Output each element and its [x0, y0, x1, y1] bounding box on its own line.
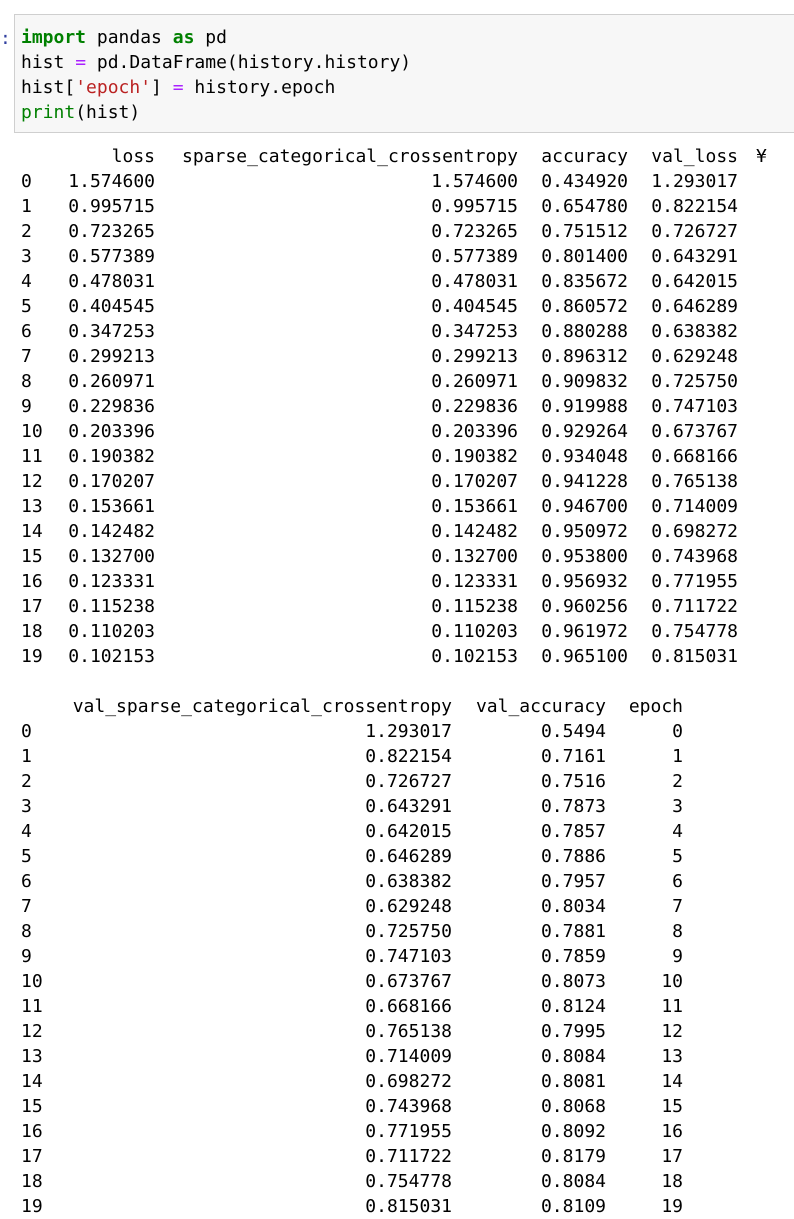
table-cell: 0.299213	[431, 346, 518, 367]
code-text: ]	[151, 77, 173, 98]
table-cell: 0.668166	[365, 996, 452, 1017]
row-index: 17	[21, 596, 43, 617]
table-cell: 0.714009	[365, 1046, 452, 1067]
table-cell: 0.946700	[541, 496, 628, 517]
row-index: 8	[21, 371, 32, 392]
table-cell: 0.229836	[431, 396, 518, 417]
table-cell: 0.8034	[540, 896, 606, 917]
table-cell: 0.170207	[431, 471, 518, 492]
table-cell: 0.995715	[68, 196, 155, 217]
table-cell: 0.8084	[540, 1046, 606, 1067]
row-index: 8	[21, 921, 32, 942]
table-cell: 0.404545	[431, 296, 518, 317]
table-cell: 0.260971	[431, 371, 518, 392]
table-cell: 9	[672, 946, 683, 967]
table-cell: 0.822154	[651, 196, 738, 217]
table-cell: 4	[672, 821, 683, 842]
table-cell: 0.771955	[365, 1121, 452, 1142]
table-cell: 0.965100	[541, 646, 628, 667]
row-index: 10	[21, 971, 43, 992]
table-cell: 14	[661, 1071, 683, 1092]
table-cell: 5	[672, 846, 683, 867]
table-cell: 0.8092	[540, 1121, 606, 1142]
table-cell: 0.132700	[68, 546, 155, 567]
table-cell: 0.896312	[541, 346, 628, 367]
table-cell: 0.751512	[541, 221, 628, 242]
table-cell: 1.574600	[431, 171, 518, 192]
table-cell: 0.929264	[541, 421, 628, 442]
table-cell: 0.743968	[651, 546, 738, 567]
row-index: 3	[21, 796, 32, 817]
table-cell: 0.577389	[68, 246, 155, 267]
table-cell: 0.815031	[365, 1196, 452, 1217]
table-cell: 0.7886	[540, 846, 606, 867]
table-cell: 0.102153	[431, 646, 518, 667]
table-cell: 3	[672, 796, 683, 817]
table-cell: 0.642015	[651, 271, 738, 292]
table-cell: 0.7957	[540, 871, 606, 892]
table-cell: 0.646289	[651, 296, 738, 317]
table-cell: 12	[661, 1021, 683, 1042]
table-cell: 0.478031	[68, 271, 155, 292]
keyword-import: import	[21, 27, 87, 48]
table-cell: 7	[672, 896, 683, 917]
table-cell: 0.8073	[540, 971, 606, 992]
table-cell: 0.8081	[540, 1071, 606, 1092]
row-index: 6	[21, 321, 32, 342]
row-index: 18	[21, 621, 43, 642]
code-text: pd.DataFrame(history.history)	[86, 52, 412, 73]
table-cell: 0.765138	[365, 1021, 452, 1042]
line-continuation-marker: ¥	[756, 146, 767, 167]
table-cell: 18	[661, 1171, 683, 1192]
header-val-accuracy: val_accuracy	[475, 696, 606, 717]
table-cell: 0.629248	[365, 896, 452, 917]
table-cell: 0.934048	[541, 446, 628, 467]
table-cell: 0.646289	[365, 846, 452, 867]
table-cell: 0.123331	[68, 571, 155, 592]
header-val-loss: val_loss	[651, 146, 738, 167]
table-cell: 19	[661, 1196, 683, 1217]
table-cell: 0.577389	[431, 246, 518, 267]
table-cell: 0.668166	[651, 446, 738, 467]
row-index: 17	[21, 1146, 43, 1167]
row-index: 7	[21, 346, 32, 367]
table-cell: 0.8179	[540, 1146, 606, 1167]
table-cell: 1.293017	[365, 721, 452, 742]
table-cell: 0.673767	[651, 421, 738, 442]
table-cell: 10	[661, 971, 683, 992]
row-index: 9	[21, 946, 32, 967]
table-cell: 0.747103	[365, 946, 452, 967]
row-index: 6	[21, 871, 32, 892]
table-cell: 0.725750	[651, 371, 738, 392]
table-cell: 0.919988	[541, 396, 628, 417]
table-cell: 0.771955	[651, 571, 738, 592]
table-cell: 0.478031	[431, 271, 518, 292]
table-cell: 0.7857	[540, 821, 606, 842]
table-cell: 0.815031	[651, 646, 738, 667]
row-index: 9	[21, 396, 32, 417]
table-cell: 6	[672, 871, 683, 892]
table-cell: 15	[661, 1096, 683, 1117]
table-cell: 0.115238	[431, 596, 518, 617]
table-cell: 0.203396	[431, 421, 518, 442]
row-index: 19	[21, 1196, 43, 1217]
builtin-print: print	[21, 102, 76, 123]
table-cell: 0.629248	[651, 346, 738, 367]
table-cell: 0.115238	[68, 596, 155, 617]
table-cell: 0.643291	[365, 796, 452, 817]
table-cell: 0.726727	[651, 221, 738, 242]
row-index: 18	[21, 1171, 43, 1192]
table-cell: 0.953800	[541, 546, 628, 567]
row-index: 14	[21, 521, 43, 542]
table-cell: 0.822154	[365, 746, 452, 767]
code-text: pd	[194, 27, 227, 48]
table-cell: 0.229836	[68, 396, 155, 417]
table-cell: 0.711722	[365, 1146, 452, 1167]
row-index: 1	[21, 196, 32, 217]
table-cell: 0.434920	[541, 171, 628, 192]
table-cell: 0.7881	[540, 921, 606, 942]
row-index: 19	[21, 646, 43, 667]
table-cell: 1.293017	[651, 171, 738, 192]
row-index: 5	[21, 296, 32, 317]
table-cell: 0.153661	[431, 496, 518, 517]
header-epoch: epoch	[628, 696, 683, 717]
row-index: 3	[21, 246, 32, 267]
table-cell: 1	[672, 746, 683, 767]
table-cell: 0.8084	[540, 1171, 606, 1192]
table-cell: 0.711722	[651, 596, 738, 617]
header-sparse-categorical-crossentropy: sparse_categorical_crossentropy	[182, 146, 518, 167]
table-cell: 0.190382	[431, 446, 518, 467]
table-cell: 0.404545	[68, 296, 155, 317]
row-index: 12	[21, 471, 43, 492]
table-cell: 0.801400	[541, 246, 628, 267]
table-cell: 0.190382	[68, 446, 155, 467]
table-cell: 0.7161	[540, 746, 606, 767]
row-index: 11	[21, 996, 43, 1017]
row-index: 15	[21, 1096, 43, 1117]
input-prompt: :	[0, 28, 11, 49]
table-cell: 11	[661, 996, 683, 1017]
table-cell: 0.654780	[541, 196, 628, 217]
header-loss: loss	[111, 146, 155, 167]
table-cell: 0.956932	[541, 571, 628, 592]
table-cell: 17	[661, 1146, 683, 1167]
table-cell: 0	[672, 721, 683, 742]
table-cell: 0.347253	[68, 321, 155, 342]
table-cell: 0.5494	[540, 721, 606, 742]
code-text: (hist)	[75, 102, 141, 123]
table-cell: 0.7873	[540, 796, 606, 817]
table-cell: 13	[661, 1046, 683, 1067]
table-cell: 0.170207	[68, 471, 155, 492]
table-cell: 0.941228	[541, 471, 628, 492]
table-cell: 0.950972	[541, 521, 628, 542]
table-cell: 0.723265	[431, 221, 518, 242]
row-index: 0	[21, 721, 32, 742]
row-index: 1	[21, 746, 32, 767]
table-cell: 0.909832	[541, 371, 628, 392]
table-cell: 0.673767	[365, 971, 452, 992]
table-cell: 0.132700	[431, 546, 518, 567]
table-cell: 0.725750	[365, 921, 452, 942]
table-cell: 0.643291	[651, 246, 738, 267]
table-cell: 0.638382	[651, 321, 738, 342]
row-index: 16	[21, 571, 43, 592]
table-cell: 0.8109	[540, 1196, 606, 1217]
row-index: 13	[21, 1046, 43, 1067]
table-cell: 0.880288	[541, 321, 628, 342]
table-cell: 0.860572	[541, 296, 628, 317]
table-cell: 0.153661	[68, 496, 155, 517]
table-cell: 0.754778	[365, 1171, 452, 1192]
table-cell: 0.7859	[540, 946, 606, 967]
keyword-as: as	[172, 27, 195, 48]
table-cell: 0.142482	[68, 521, 155, 542]
row-index: 4	[21, 821, 32, 842]
header-accuracy: accuracy	[541, 146, 628, 167]
table-cell: 0.7516	[540, 771, 606, 792]
row-index: 13	[21, 496, 43, 517]
table-cell: 0.642015	[365, 821, 452, 842]
table-cell: 0.754778	[651, 621, 738, 642]
operator: =	[172, 77, 184, 98]
table-cell: 0.260971	[68, 371, 155, 392]
table-cell: 0.714009	[651, 496, 738, 517]
table-cell: 0.7995	[540, 1021, 606, 1042]
table-cell: 0.723265	[68, 221, 155, 242]
table-cell: 0.8124	[540, 996, 606, 1017]
table-cell: 0.142482	[431, 521, 518, 542]
string-literal: 'epoch'	[75, 77, 152, 98]
table-cell: 0.110203	[431, 621, 518, 642]
table-cell: 0.110203	[68, 621, 155, 642]
table-cell: 0.743968	[365, 1096, 452, 1117]
row-index: 12	[21, 1021, 43, 1042]
row-index: 5	[21, 846, 32, 867]
row-index: 16	[21, 1121, 43, 1142]
table-cell: 8	[672, 921, 683, 942]
table-cell: 0.765138	[651, 471, 738, 492]
table-cell: 0.203396	[68, 421, 155, 442]
table-cell: 0.747103	[651, 396, 738, 417]
table-cell: 16	[661, 1121, 683, 1142]
row-index: 14	[21, 1071, 43, 1092]
table-cell: 0.102153	[68, 646, 155, 667]
row-index: 4	[21, 271, 32, 292]
table-cell: 0.299213	[68, 346, 155, 367]
table-cell: 0.698272	[651, 521, 738, 542]
row-index: 2	[21, 771, 32, 792]
header-val-sparse-categorical-crossentropy: val_sparse_categorical_crossentropy	[72, 696, 452, 717]
table-cell: 0.698272	[365, 1071, 452, 1092]
table-cell: 0.995715	[431, 196, 518, 217]
row-index: 0	[21, 171, 32, 192]
table-cell: 0.960256	[541, 596, 628, 617]
row-index: 7	[21, 896, 32, 917]
row-index: 11	[21, 446, 43, 467]
code-text: hist	[21, 52, 76, 73]
table-cell: 0.726727	[365, 771, 452, 792]
row-index: 10	[21, 421, 43, 442]
table-cell: 0.347253	[431, 321, 518, 342]
code-text: hist[	[21, 77, 76, 98]
table-cell: 1.574600	[68, 171, 155, 192]
row-index: 15	[21, 546, 43, 567]
operator: =	[75, 52, 87, 73]
table-cell: 0.8068	[540, 1096, 606, 1117]
code-text: history.epoch	[183, 77, 336, 98]
row-index: 2	[21, 221, 32, 242]
table-cell: 0.123331	[431, 571, 518, 592]
table-cell: 0.961972	[541, 621, 628, 642]
table-cell: 2	[672, 771, 683, 792]
table-cell: 0.638382	[365, 871, 452, 892]
code-text: pandas	[86, 27, 173, 48]
table-cell: 0.835672	[541, 271, 628, 292]
